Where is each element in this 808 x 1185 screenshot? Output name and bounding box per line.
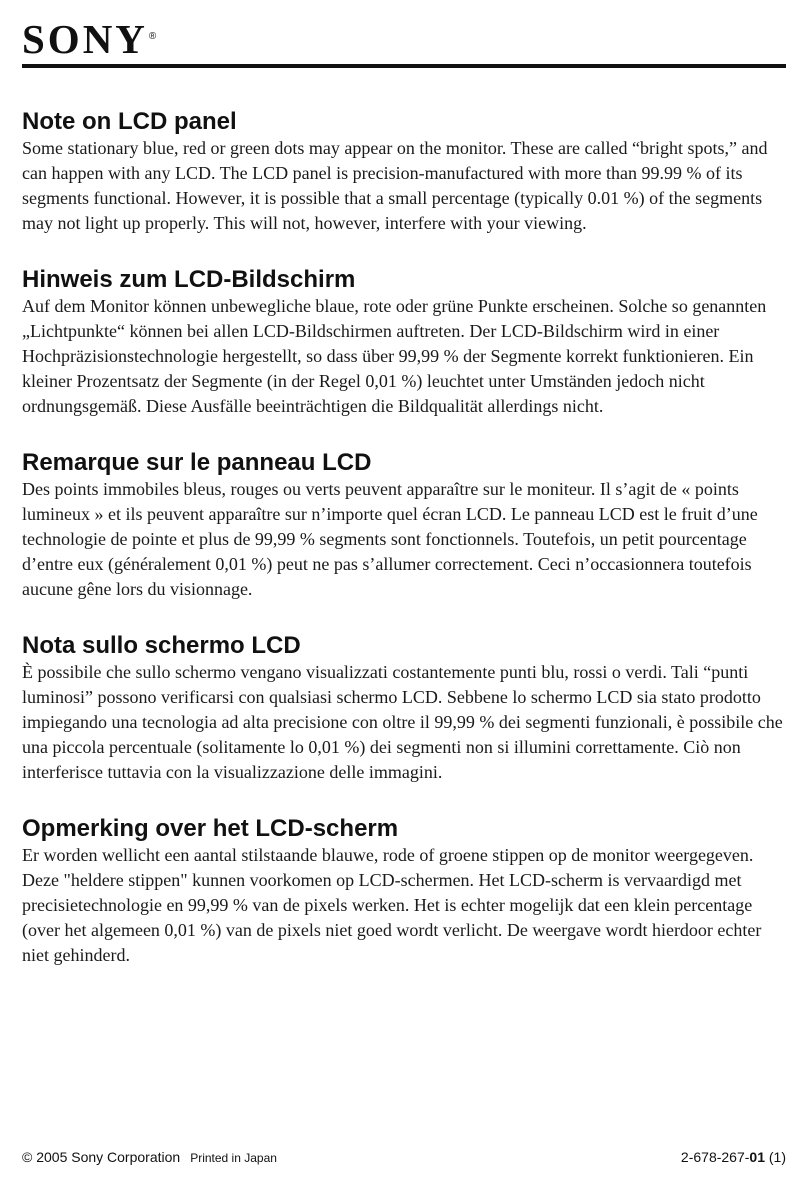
part-number-suffix: (1)	[765, 1149, 786, 1165]
section-title: Hinweis zum LCD-Bildschirm	[22, 266, 356, 293]
part-number-version: 01	[749, 1149, 765, 1165]
document-body	[22, 108, 792, 998]
header	[22, 16, 786, 62]
section-title: Nota sullo schermo LCD	[22, 632, 301, 659]
copyright: © 2005 Sony Corporation	[22, 1149, 181, 1165]
part-number-prefix: 2-678-267-	[680, 1149, 750, 1165]
section-german	[22, 266, 792, 419]
sony-logo	[22, 16, 156, 62]
header-divider	[22, 64, 786, 68]
section-body: Auf dem Monitor können unbewegliche blaue, rote oder grüne Punkte erscheinen. Solche so genannten „Lichtpunkte“ können bei allen LCD-Bildschirmen auftreten. Der LCD-Bildschirm wird in einer Hochpräzisionstechnologie hergestellt, so dass über 99,99 % der Segmente korrekt funktionieren. Ein kleiner Prozentsatz der Segmente (in der Regel 0,01 %) leuchtet unter Umständen jedoch nicht ordnungsgemäß. Diese Ausfälle beeinträchtigen die Bildqualität allerdings nicht.	[22, 296, 767, 416]
section-french	[22, 449, 792, 602]
section-body: Some stationary blue, red or green dots may appear on the monitor. These are called “bright spots,” and can happen with any LCD. The LCD panel is precision-manufactured with more than 99.99 % of its segments functional. However, it is possible that a small percentage (typically 0.01 %) of the segments may not light up properly. This will not, however, interfere with your viewing.	[22, 138, 768, 233]
section-english	[22, 108, 792, 236]
printed-in: Printed in Japan	[190, 1151, 277, 1165]
section-italian	[22, 632, 792, 785]
footer-left	[22, 1148, 277, 1167]
section-dutch	[22, 815, 792, 968]
section-title: Opmerking over het LCD-scherm	[22, 815, 399, 842]
section-title: Remarque sur le panneau LCD	[22, 449, 372, 476]
section-body: Des points immobiles bleus, rouges ou verts peuvent apparaître sur le moniteur. Il s’agit de « points lumineux » et ils peuvent apparaître sur n’importe quel écran LCD. Le panneau LCD est le fruit d’une technologie de pointe et plus de 99,99 % segments sont fonctionnels. Toutefois, un petit pourcentage d’entre eux (généralement 0,01 %) peut ne pas s’allumer correctement. Ceci n’occasionnera toutefois aucune gêne lors du visionnage.	[22, 479, 758, 599]
section-title: Note on LCD panel	[22, 108, 237, 135]
section-body: È possibile che sullo schermo vengano visualizzati costantemente punti blu, rossi o verdi. Tali “punti luminosi” possono verificarsi con qualsiasi schermo LCD. Sebbene lo schermo LCD sia stato prodotto impiegando una tecnologia ad alta precisione con oltre il 99,99 % dei segmenti funzionali, è possibile che una piccola percentuale (solitamente lo 0,01 %) dei segmenti non si illumini correttamente. Ciò non interferisce tuttavia con la visualizzazione delle immagini.	[22, 662, 783, 782]
registered-mark: ®	[148, 31, 157, 42]
part-number	[681, 1148, 786, 1166]
section-body: Er worden wellicht een aantal stilstaande blauwe, rode of groene stippen op de monitor weergegeven. Deze "heldere stippen" kunnen voorkomen op LCD-schermen. Het LCD-scherm is vervaardigd met precisietechnologie en 99,99 % van de pixels werken. Het is echter mogelijk dat een klein percentage (over het algemeen 0,01 %) van de pixels niet goed wordt verlicht. De weergave wordt hierdoor echter niet gehinderd.	[22, 845, 762, 965]
logo-text: SONY	[22, 16, 148, 62]
